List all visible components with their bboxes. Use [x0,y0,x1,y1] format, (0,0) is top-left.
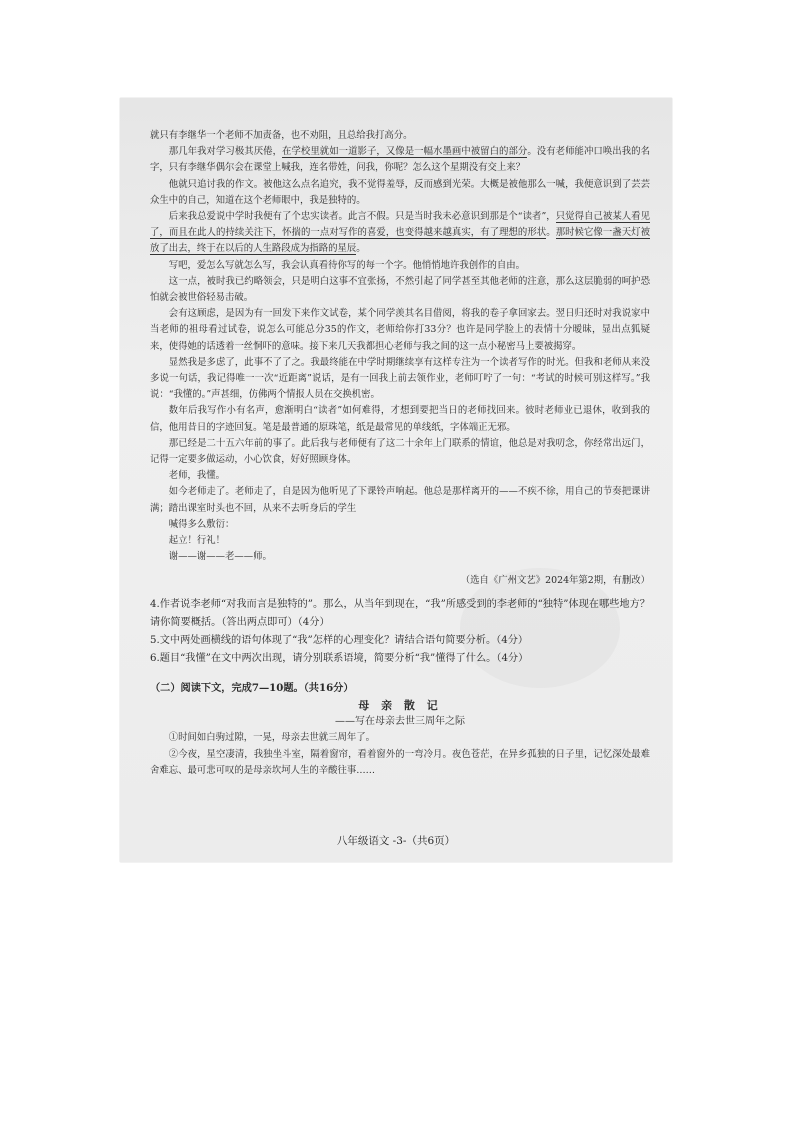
text-segment: 会有这顾虑，是因为有一回发下来作文试卷，某个同学羡其名目借阅，将我的卷子拿回家去。翌日归还时对我说家中当老师的祖母看过试卷，说怎么可能总分35的作文，老师给你打33分？也许是同学脸上的表情十分暧昧，显出点狐疑来，使得她的话透着一丝恫吓的意味。接下来几天我都担心老师与我之间的这一点小秘密马上要被揭穿。 [150,308,650,352]
passage-paragraph [150,468,650,484]
reading-passage [150,128,650,565]
text-segment: 。 [356,243,366,255]
passage-paragraph [150,209,650,258]
text-segment: 。没有老师能冲口唤出我的名字，只有李继华偶尔会在课堂上喊我，连名带姓，问我，你呢？怎么这个星期没有交上来？ [150,146,650,174]
text-segment: 他就只追讨我的作文。被他这么点名追究，我不觉得羞辱，反而感到光荣。大概是被他那么一喊，我便意识到了芸芸众生中的自己，知道在这个老师眼中，我是独特的。 [150,178,650,206]
page-content [150,128,650,779]
underlined-sentence: 那时候它像一盏天灯被放了出去，终于在以后的人生路段成为指路的星辰 [150,227,650,255]
passage-paragraph [150,177,650,209]
underlined-sentence: 只觉得自己被某人看见了，而且在此人的持续关注下，怀揣的一点对写作的喜爱，也变得越来越真实，有了理想的形状 [150,211,650,239]
underlined-sentence: 在学校里就如一道影子，又像是一幅水墨画中被留白的部分 [282,146,528,158]
text-segment: 。 [546,227,556,239]
passage-paragraph [150,517,650,533]
text-segment: 这一点，被时我已约略领会，只是明白这事不宜张扬，不然引起了同学甚至其他老师的注意，那么这层脆弱的呵护恐怕就会被世俗轻易击破。 [150,275,650,304]
passage-paragraph [150,144,650,176]
section-heading: （二）阅读下文，完成7—10题。（共16分） [150,681,354,694]
question-list [150,596,650,668]
question-item: 6.题目“我懂”在文中两次出现，请分别联系语境，简要分析“我”懂得了什么。（4分） [150,652,529,664]
text-segment: 写吧，爱怎么写就怎么写，我会认真看待你写的每一个字。他悄悄地许我创作的自由。 [168,259,526,271]
passage-paragraph [150,355,650,404]
text-segment: 喊得多么敷衍： [168,518,235,530]
text-segment: 那几年我对学习极其厌倦， [168,146,283,158]
page-footer: 八年级语文 -3-（共6页） [336,835,456,847]
question-item: 4.作者说李老师“对我而言是独特的”。那么，从当年到现在，“我”所感受到的李老师的“独特”体现在哪些地方？请你简要概括。（答出两点即可）（4分） [150,598,650,628]
text-segment: 谢——谢——老——师。 [168,551,272,563]
question-item: 5.文中两处画横线的语句体现了“我”怎样的心理变化？请结合语句简要分析。（4分） [150,634,529,646]
passage-paragraph [150,484,650,516]
passage-paragraph [150,436,650,468]
text-segment: 如今老师走了。老师走了，自是因为他听见了下课铃声响起。他总是那样离开的——不疾不徐，用自己的节奏把课讲满；踏出课室时头也不回，从来不去听身后的学生 [150,486,650,514]
scanned-exam-page [120,98,672,862]
text-segment: 显然我是多虑了，此事不了了之。我最终能在中学时期继续享有这样专注为一个读者写作的时光。但我和老师从来没多说一句话，我记得唯一一次“近距离”说话，是有一回我上前去领作业，老师叮咛了一句：“考试的时候可别这样写。”我说：“我懂的。”声甚细，仿佛两个情报人员在交换机密。 [150,356,650,401]
text-segment: 后来我总爱说中学时我便有了个忠实读者。此言不假。只是当时我未必意识到那是个“读者”， [168,211,556,223]
text-segment: 那已经是二十五六年前的事了。此后我与老师便有了这二十余年上门联系的情谊，他总是对我叨念，你经常出远门，记得一定要多做运动，小心饮食，好好照顾身体。 [150,437,650,466]
text-segment: 老师，我懂。 [168,470,226,482]
text-segment: 起立！行礼！ [168,535,226,547]
section-title: 母 亲 散 记 [358,698,442,712]
passage-paragraph [150,306,650,355]
passage-paragraph [150,274,650,306]
passage-paragraph [150,128,650,144]
text-segment: 数年后我写作小有名声，愈渐明白“读者”如何难得，才想到要把当日的老师找回来。彼时老师业已退休，收到我的信，他用昔日的字迹回复。笔是最普通的原珠笔，纸是最常见的单线纸，字体端正无邪。 [150,405,650,433]
passage-paragraph [150,258,650,274]
passage-source: （选自《广州文艺》2024年第2期，有删改） [460,575,650,587]
passage-paragraph [150,549,650,565]
text-segment: 就只有李继华一个老师不加责备，也不劝阻，且总给我打高分。 [150,130,413,141]
passage-paragraph [150,403,650,435]
section-paragraph: ②今夜，星空凄清，我独坐斗室，隔着窗帘，看着窗外的一弯冷月。夜色苍茫，在异乡孤独的日子里，记忆深处最难舍难忘、最可悲可叹的是母亲坎坷人生的辛酸往事…… [150,748,650,776]
section-paragraphs [150,730,650,779]
passage-paragraph [150,533,650,549]
section-paragraph: ①时间如白驹过隙，一晃，母亲去世就三周年了。 [168,732,376,744]
section-subtitle: ——写在母亲去世三周年之际 [335,716,465,728]
